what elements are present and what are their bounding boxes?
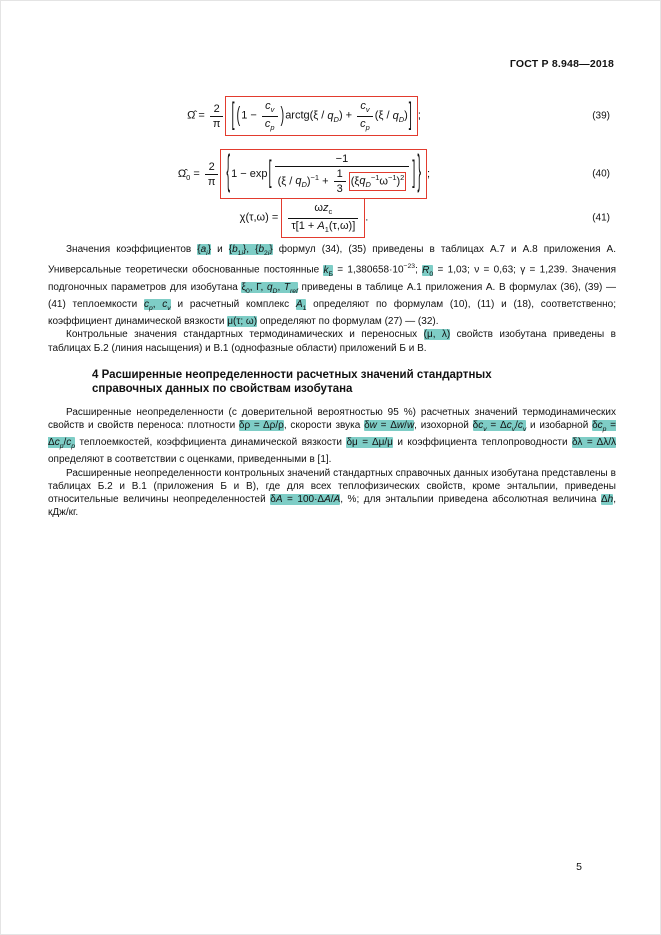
section-4-heading: 4 Расширенные неопределенности расчетных значений стандартных справочных данных по свойствам изобутана <box>92 368 492 395</box>
body-text <box>48 243 616 519</box>
formula-39 <box>48 89 616 143</box>
formula-41-expression: χ(τ,ω) = $\frac{\omega z_c}{\tau[1 + A_1(\tau,\omega)]}$ . <box>240 198 369 237</box>
paragraph-expanded-uncertainties: Расширенные неопределенности (с доверительной вероятностью 95 %) расчетных значений термодинамических свойств и свойств переноса: плотности δρ = Δρ/ρ, скорости звука δw = Δw/w, изохорной $\delta c_v = \Delta c_v/c_v$ и изобарной $\delta c_p = \Delta c_p/c_p$ теплоемкостей, коэффициента динамической вязкости δμ = Δμ/μ и коэффициента теплопроводности δλ = Δλ/λ определяют в соответствии с оценками, приведенными в [1]. <box>48 406 617 466</box>
formula-40-number: (40) <box>592 168 610 180</box>
page-number: 5 <box>576 861 582 873</box>
formula-41-number: (41) <box>592 212 610 224</box>
paragraph-uncertainty-tables: Расширенные неопределенности контрольных значений стандартных справочных данных изобутана представлены в таблицах Б.2 и В.1 (приложения Б и В), где для всех теплофизических свойств, кроме энтальпии, приведены относительные величины неопределенностей δA = 100·ΔA/A, %; для энтальпии приведена абсолютная величина Δh, кДж/кг. <box>48 467 616 519</box>
formula-40 <box>48 141 616 207</box>
formula-40-expression: $\Omegâ_0$ = $\frac{2}{\pi}$ {1 − exp[ −1 $(\xi / q_D)^{-1}$ + $\frac{1}{3}$ $(\xi q_D^{-1}\omega^{-1})^2$ ] } ; <box>178 149 430 199</box>
document-code: ГОСТ Р 8.948—2018 <box>509 58 614 70</box>
formula-39-number: (39) <box>592 110 610 122</box>
formula-39-expression: Ω̂ = $\frac{2}{\pi}$ [ (1 − $\frac{c_v}{c_p}$ )arctg(ξ / $q_D$) + $\frac{c_v}{c_p}$ $(\xi / q_D)$] ; <box>187 96 421 135</box>
paragraph-control-values: Контрольные значения стандартных термодинамических и переносных (μ, λ) свойств изобутана приведены в таблицах Б.2 (линия насыщения) и В.1 (однофазные области) приложений Б и В. <box>48 329 616 354</box>
paragraph-coefficients: Значения коэффициентов $\{a_i\}$ и $\{b_{1i}\}$, $\{b_{2i}\}$ формул (34), (35) приведены в таблицах А.7 и А.8 приложения А. Универсальные теоретически обоснованные постоянные $k_Б = 1,380658\cdot 10^{-23}$; $R_0 = 1,03$; ν = 0,63; γ = 1,239. Значения подгоночных параметров для изобутана $\xi_0$, Γ, $q_D$, $T_{ref}$ приведены в таблице А.1 приложения А. В формулах (36), (39) — (41) теплоемкости $c_p$, $c_v$ и расчетный комплекс $A_1$ определяют по формулам (10), (11) и (18), соответственно; коэффициент динамической вязкости μ(τ; ω) определяют по формулам (27) — (32). <box>48 244 617 328</box>
formula-41 <box>48 199 616 237</box>
